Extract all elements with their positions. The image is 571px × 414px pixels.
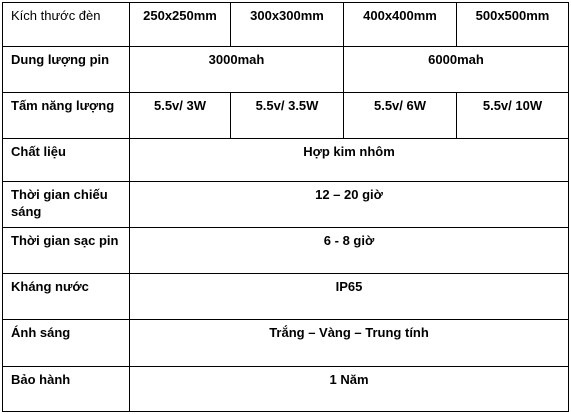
- table-row-panel: [3, 93, 569, 139]
- size-400: 400x400mm: [344, 3, 457, 47]
- battery-large: 6000mah: [344, 47, 569, 93]
- size-300: 300x300mm: [231, 3, 344, 47]
- panel-400: 5.5v/ 6W: [344, 93, 457, 139]
- material-value: Hợp kim nhôm: [130, 139, 569, 182]
- lighting-time-label: Thời gian chiếu sáng: [3, 182, 130, 228]
- waterproof-label: Kháng nước: [3, 274, 130, 320]
- size-500: 500x500mm: [457, 3, 569, 47]
- table-row-material: [3, 139, 569, 182]
- size-label: Kích thước đèn: [3, 3, 130, 47]
- panel-250: 5.5v/ 3W: [130, 93, 231, 139]
- battery-label: Dung lượng pin: [3, 47, 130, 93]
- light-value: Trắng – Vàng – Trung tính: [130, 320, 569, 367]
- lighting-time-value: 12 – 20 giờ: [130, 182, 569, 228]
- charging-time-value: 6 - 8 giờ: [130, 228, 569, 274]
- warranty-value: 1 Năm: [130, 367, 569, 412]
- panel-300: 5.5v/ 3.5W: [231, 93, 344, 139]
- battery-small: 3000mah: [130, 47, 344, 93]
- charging-time-label: Thời gian sạc pin: [3, 228, 130, 274]
- table-row-light: [3, 320, 569, 367]
- light-label: Ánh sáng: [3, 320, 130, 367]
- spec-table: [2, 2, 569, 412]
- waterproof-value: IP65: [130, 274, 569, 320]
- table-row-lighting-time: [3, 182, 569, 228]
- table-row-waterproof: [3, 274, 569, 320]
- table-row-battery: [3, 47, 569, 93]
- panel-500: 5.5v/ 10W: [457, 93, 569, 139]
- table-row-size: [3, 3, 569, 47]
- warranty-label: Bảo hành: [3, 367, 130, 412]
- material-label: Chất liệu: [3, 139, 130, 182]
- panel-label: Tấm năng lượng: [3, 93, 130, 139]
- size-250: 250x250mm: [130, 3, 231, 47]
- table-row-charging-time: [3, 228, 569, 274]
- table-row-warranty: [3, 367, 569, 412]
